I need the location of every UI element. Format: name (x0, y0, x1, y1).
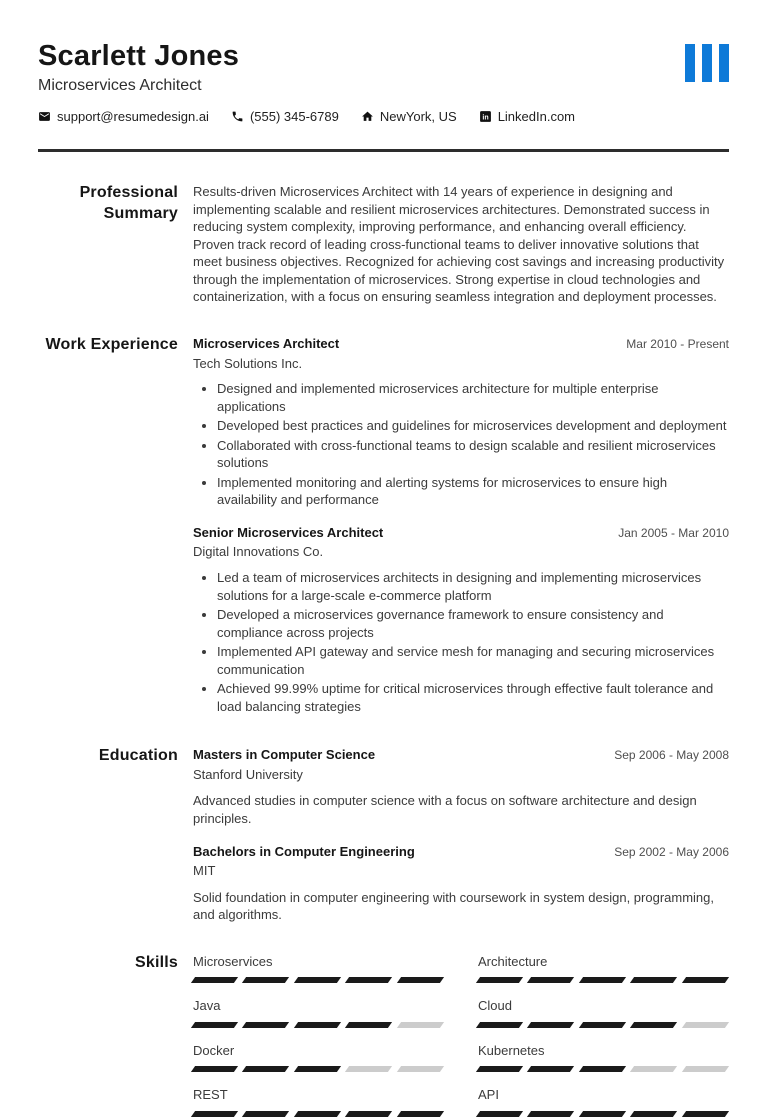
skill-bar-segment (682, 1022, 730, 1028)
skill-bar-segment (476, 1066, 524, 1072)
job-company: Tech Solutions Inc. (193, 355, 303, 371)
skill-name: Java (193, 998, 221, 1014)
logo-bar (702, 44, 712, 82)
degree-description: Advanced studies in computer science with a focus on software architecture and design principles. (193, 793, 697, 826)
job-dates: Jan 2005 - Mar 2010 (618, 525, 729, 540)
skill-bar-segment (397, 977, 445, 983)
skill-name: Kubernetes (478, 1042, 545, 1058)
skill-bar-segment (242, 1022, 290, 1028)
skill-bar (193, 1111, 442, 1117)
logo-bar (719, 44, 729, 82)
degree-dates: Sep 2002 - May 2006 (614, 844, 729, 859)
degree-dates: Sep 2006 - May 2008 (614, 748, 729, 763)
contact-row (38, 109, 729, 124)
job-bullet: • Implemented monitoring and alerting systems for microservices to ensure high availability and performance (217, 474, 729, 509)
contact-linkedin (479, 109, 575, 124)
skill-bar-segment (630, 1066, 678, 1072)
skill-bar-segment (476, 1111, 524, 1117)
job-bullet: • Developed best practices and guidelines for microservices development and deployment (217, 417, 729, 435)
skill-name: Docker (193, 1042, 235, 1058)
section-heading-experience: Work Experience (45, 335, 178, 353)
skill-item (478, 1086, 729, 1117)
skill-bar-segment (191, 1022, 239, 1028)
skill-bar-segment (682, 1066, 730, 1072)
skill-name: Cloud (478, 998, 512, 1014)
skill-bar (478, 1022, 727, 1028)
skill-bar-segment (242, 1111, 290, 1117)
email-icon (38, 110, 51, 123)
skill-bar (193, 1066, 442, 1072)
skill-bar-segment (294, 1022, 342, 1028)
phone-icon (231, 110, 244, 123)
contact-email (38, 109, 209, 124)
skill-item (478, 1042, 729, 1073)
job-title-text: Senior Microservices Architect (193, 524, 384, 540)
contact-phone (231, 109, 339, 124)
skill-bar-segment (397, 1111, 445, 1117)
job-bullet-list (193, 380, 729, 509)
skill-bar-segment (242, 977, 290, 983)
skill-bar-segment (527, 1111, 575, 1117)
person-job-title: Microservices Architect (38, 77, 202, 95)
job-dates: Mar 2010 - Present (626, 336, 729, 351)
skill-bar (478, 1066, 727, 1072)
linkedin-icon (479, 110, 492, 123)
skill-bar-segment (682, 977, 730, 983)
job-bullet: • Developed a microservices governance framework to ensure consistency and compliance across projects (217, 606, 729, 641)
contact-linkedin-text: LinkedIn.com (497, 109, 576, 125)
section-professional-summary (38, 183, 729, 306)
skill-name: Architecture (478, 953, 548, 969)
skill-bar-segment (242, 1066, 290, 1072)
skill-bar-segment (630, 977, 678, 983)
skill-bar-segment (397, 1022, 445, 1028)
skill-bar-segment (579, 1111, 627, 1117)
skill-bar-segment (191, 977, 239, 983)
skill-bar-segment (527, 1066, 575, 1072)
job-bullet: • Led a team of microservices architects in designing and implementing microservices solutions for a large-scale e-commerce platform (217, 569, 729, 604)
skill-item (478, 997, 729, 1028)
skill-bar-segment (527, 977, 575, 983)
person-name: Scarlett Jones (38, 40, 240, 72)
skill-bar (193, 1022, 442, 1028)
skill-bar-segment (397, 1066, 445, 1072)
contact-phone-text: (555) 345-6789 (249, 109, 339, 125)
skill-bar-segment (579, 1022, 627, 1028)
skill-bar-segment (345, 1111, 393, 1117)
skill-name: API (478, 1087, 499, 1103)
skill-item (193, 953, 444, 984)
skill-bar-segment (191, 1111, 239, 1117)
skill-bar-segment (191, 1066, 239, 1072)
section-skills (38, 953, 729, 1117)
contact-location-text: NewYork, US (379, 109, 457, 125)
degree-school: Stanford University (193, 766, 303, 782)
skill-bar-segment (345, 1022, 393, 1028)
skill-bar-segment (294, 1111, 342, 1117)
svg-text:in: in (482, 114, 489, 122)
job-entry (193, 335, 729, 509)
skill-bar-segment (294, 1066, 342, 1072)
skill-name: Microservices (193, 953, 273, 969)
skill-item (193, 1086, 444, 1117)
skill-bar-segment (527, 1022, 575, 1028)
degree-title: Bachelors in Computer Engineering (193, 843, 415, 859)
job-entry (193, 524, 729, 715)
education-entry (193, 746, 729, 827)
header-divider (38, 149, 729, 152)
skill-bar-segment (682, 1111, 730, 1117)
skill-bar-segment (579, 1066, 627, 1072)
skill-bar (478, 977, 727, 983)
job-title-text: Microservices Architect (193, 335, 340, 351)
skills-grid (193, 953, 729, 1117)
skill-name: REST (193, 1087, 228, 1103)
skill-bar (478, 1111, 727, 1117)
summary-text: Results-driven Microservices Architect with 14 years of experience in designing and implementing scalable and resilient microservices architectures. Demonstrated success in reducing system complexity, improving performance, and enhancing overall efficiency. Proven track record of leading cross-functional teams to deliver innovative solutions that meet business objectives. Recognized for achieving cost savings and increasing productivity through the implementation of microservices. Strong expertise in cloud technologies and containerization, with a focus on ensuring seamless integration and deployment processes. (193, 184, 725, 305)
education-entry (193, 843, 729, 924)
skill-bar-segment (345, 1066, 393, 1072)
section-heading-summary: Professional Summary (79, 184, 178, 222)
skill-bar-segment (294, 977, 342, 983)
logo-bar (685, 44, 695, 82)
degree-school: MIT (193, 863, 216, 879)
contact-location (361, 109, 457, 124)
skill-bar-segment (476, 1022, 524, 1028)
job-bullet: • Implemented API gateway and service mesh for managing and securing microservices communication (217, 643, 729, 678)
section-heading-education: Education (98, 747, 178, 765)
contact-email-text: support@resumedesign.ai (57, 109, 209, 125)
skill-item (193, 997, 444, 1028)
skill-bar-segment (579, 977, 627, 983)
skill-item (193, 1042, 444, 1073)
job-bullet: • Achieved 99.99% uptime for critical microservices through effective fault tolerance and load balancing strategies (217, 680, 729, 715)
resume-body (38, 183, 729, 1117)
skill-bar-segment (630, 1111, 678, 1117)
job-bullet: • Collaborated with cross-functional teams to design scalable and resilient microservices solutions (217, 437, 729, 472)
section-heading-skills: Skills (134, 953, 178, 971)
job-bullet-list (193, 569, 729, 715)
home-icon (361, 110, 374, 123)
skill-bar-segment (630, 1022, 678, 1028)
brand-logo-icon (685, 44, 729, 82)
skill-bar-segment (345, 977, 393, 983)
skill-item (478, 953, 729, 984)
section-work-experience (38, 335, 729, 717)
job-bullet: • Designed and implemented microservices architecture for multiple enterprise applications (217, 380, 729, 415)
job-company: Digital Innovations Co. (193, 544, 324, 560)
degree-description: Solid foundation in computer engineering with coursework in system design, programming, and algorithms. (193, 889, 714, 923)
section-education (38, 746, 729, 923)
skill-bar (193, 977, 442, 983)
resume-header (38, 40, 729, 124)
skill-bar-segment (476, 977, 524, 983)
degree-title: Masters in Computer Science (193, 747, 376, 763)
